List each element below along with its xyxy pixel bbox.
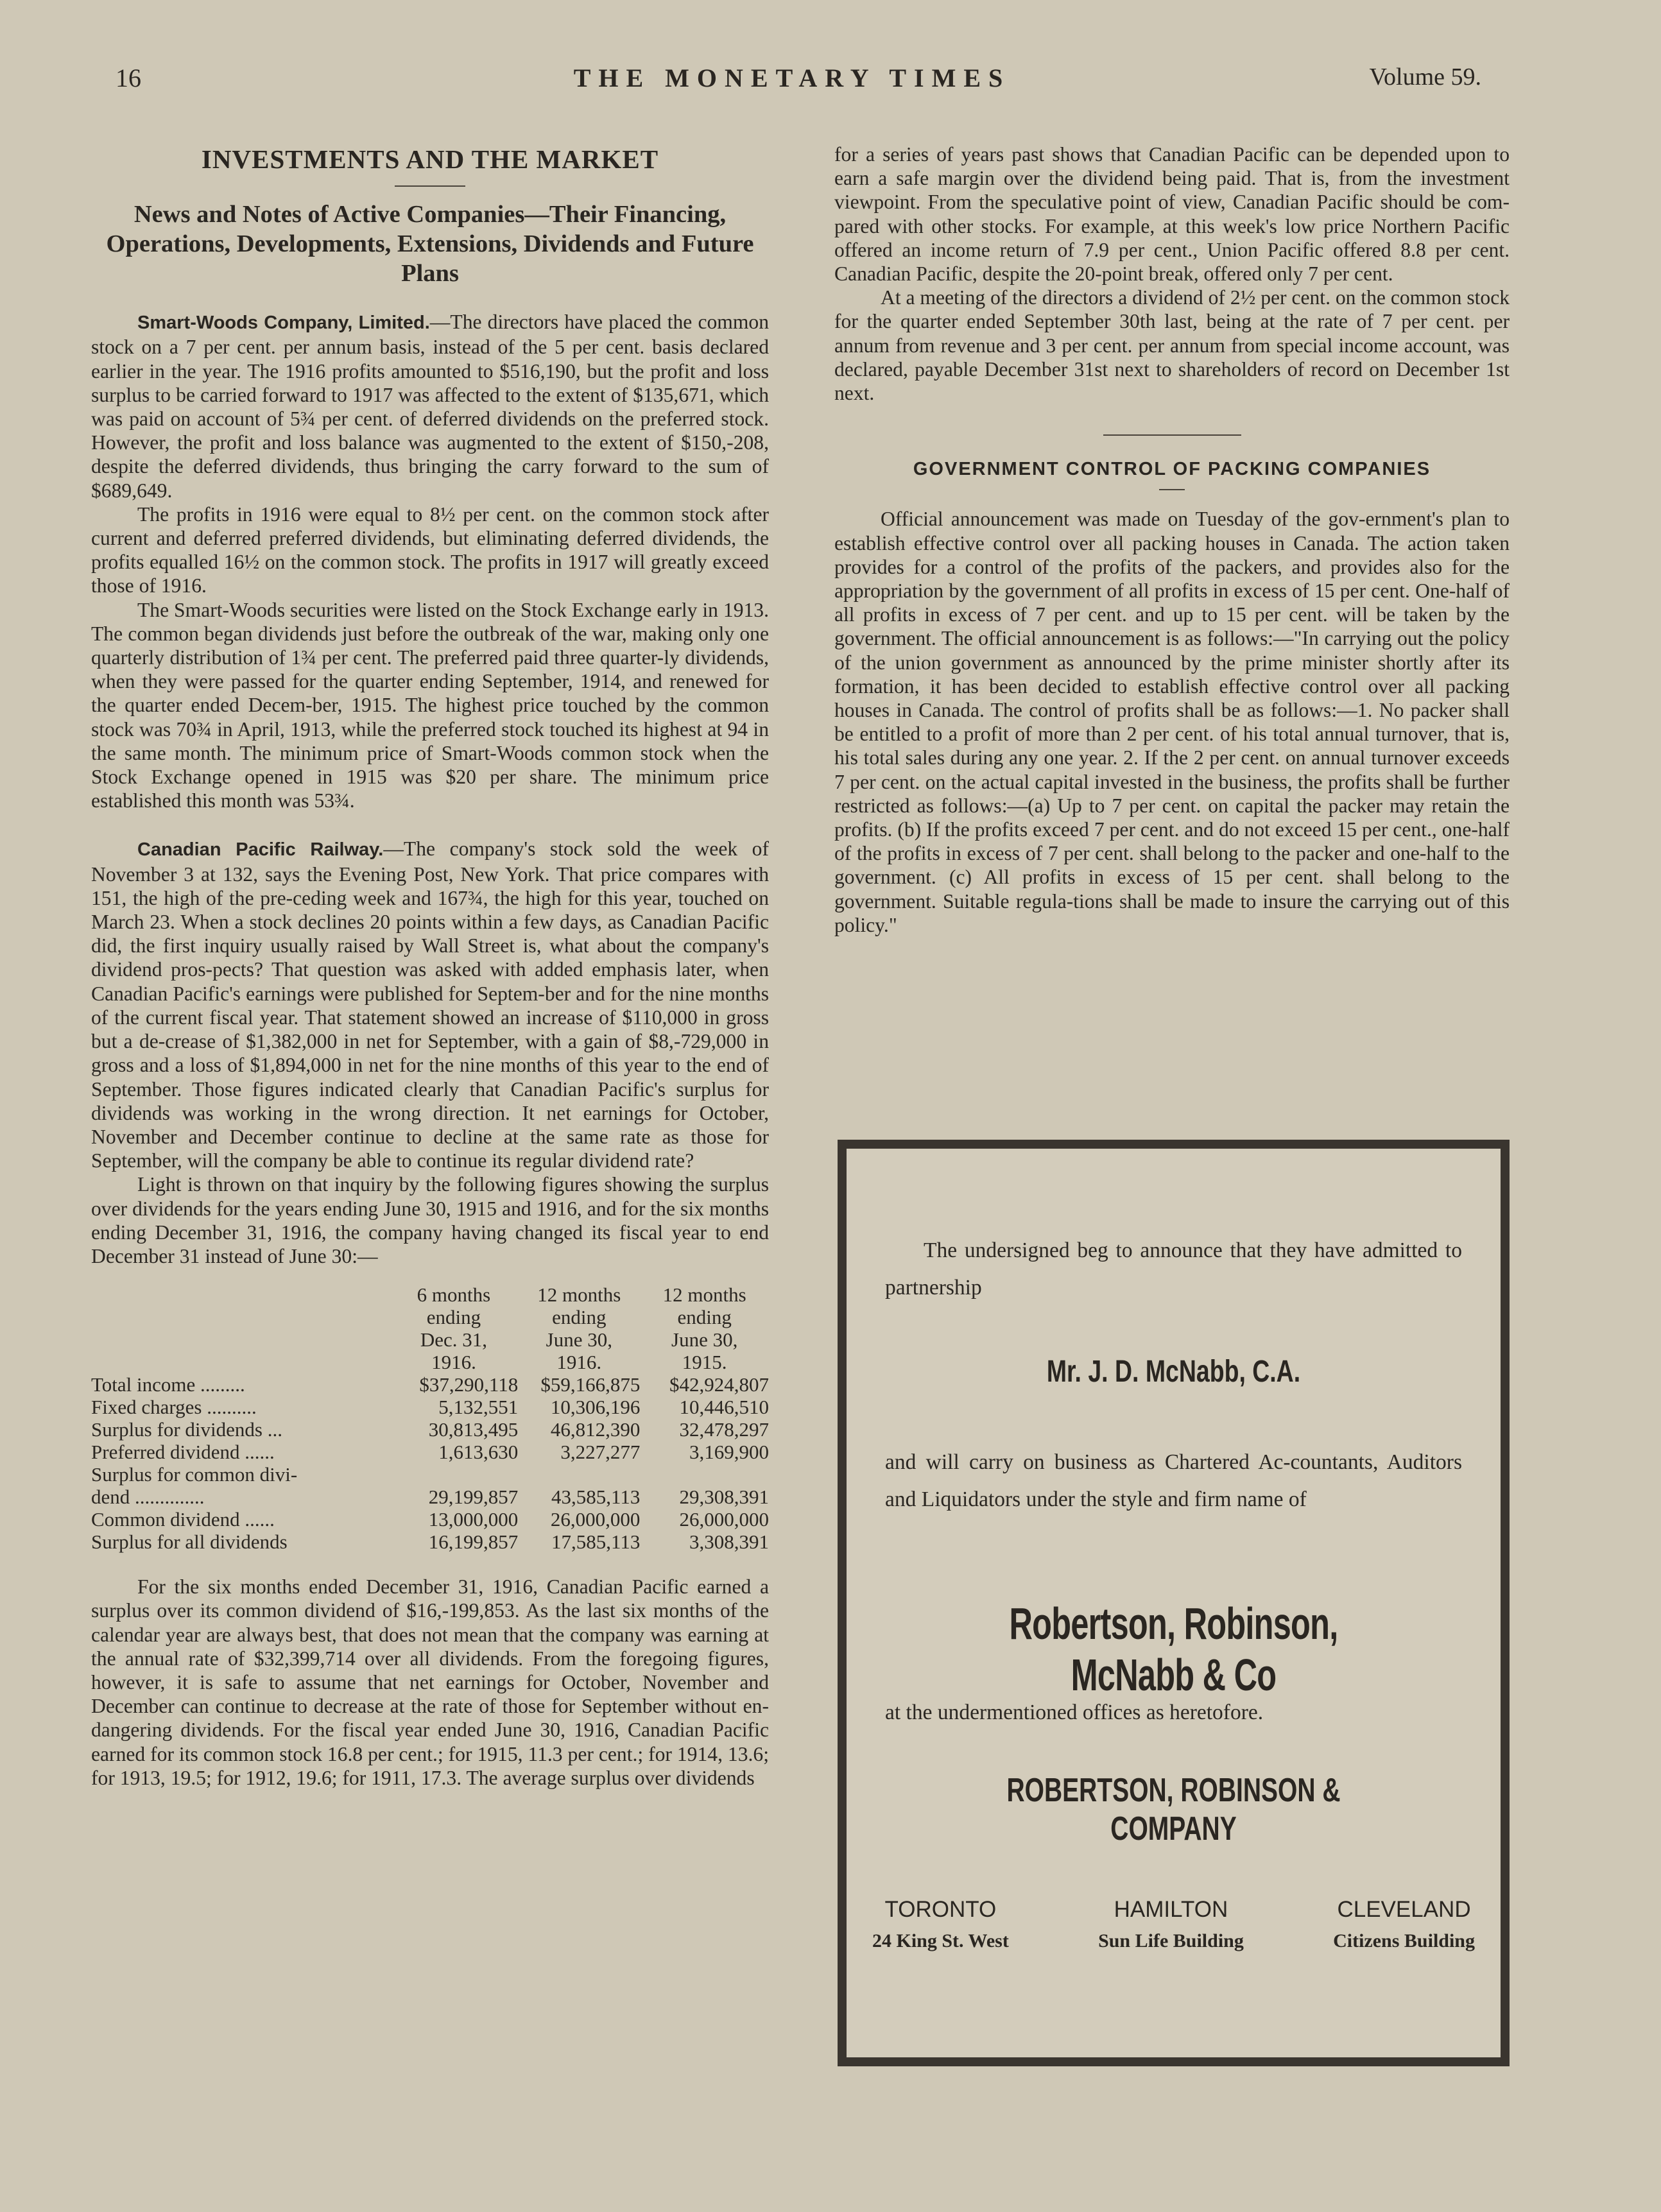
page-header [116,63,1481,101]
table-header-row [91,1283,769,1373]
volume-label: Volume 59. [1369,64,1481,90]
cpr-paragraph: Light is thrown on that inquiry by the following figures showing the surplus over dividends for the years ending June 30, 1915 and 1916, and for the six months ending December 31, 1916, the company having changed its fiscal year to end December 31 instead of June 30:— [91,1173,769,1267]
table-column-header: 6 months ending Dec. 31, 1916. [417,1283,491,1374]
government-paragraph: Official announcement was made on Tuesday of the gov-ernment's plan to establish effective control over all packing houses in Canada. The action taken provides for a control of the profits of the packers, and provides also for the appropriation by the government of all profits in excess of 15 per cent. One-half of all profits in excess of 7 per cent. and up to 15 per cent. will be taken by the government. The official announcement is as follows:—"In carrying out the policy of the union government as announced by the prime minister shortly after its formation, it has been decided to establish effective control over all packing houses in Canada. The control of profits shall be as follows:—1. No packer shall be entitled to a profit of more than 2 per cent. of his total annual turnover, that is, his total sales during any one year. 2. If the 2 per cent. on annual turnover exceeds 7 per cent. on the actual capital invested in the business, the profits shall be further restricted as follows:—(a) Up to 7 per cent. on capital the packer may retain the profits. (b) If the profits exceed 7 per cent. and do not exceed 15 per cent., one-half of the profits in excess of 7 per cent. shall belong to the packer and one-half to the government. (c) All profits in excess of 15 per cent. shall belong to the government. Suitable regula-tions shall be made to insure the carrying out of this policy." [834,508,1510,936]
ad-offices [872,1893,1475,1956]
cpr-paragraph: For the six months ended December 31, 1916, Canadian Pacific earned a surplus over its common dividend of $16,-199,853. As the last six months of the calendar year are always best, that does not mean that the company was earning at the annual rate of $32,399,714 over all dividends. From the foregoing figures, however, it is safe to assume that net earnings for October, November and December can continue to decrease at the rate of those for September without en-dangering dividends. For the fiscal year ended June 30, 1916, Canadian Pacific earned for its common stock 16.8 per cent.; for 1915, 11.3 per cent.; for 1914, 13.6; for 1913, 19.5; for 1912, 19.6; for 1911, 17.3. The average surplus over dividends [91,1575,769,1789]
right-column [834,142,1510,937]
ad-firm-name: Robertson, Robinson, McNabb & Co [1009,1599,1338,1700]
left-column [91,144,770,1790]
table-row: Fixed charges .......... 5,132,551 10,306,196 10,446,510 [91,1396,769,1419]
article-title: INVESTMENTS AND THE MARKET [201,144,659,174]
smart-woods-paragraph: Smart-Woods Company, Limited.—The directors have placed the common stock on a 7 per cent. per annum basis, instead of the 5 per cent. basis declared earlier in the year. The 1916 profits amounted to $516,190, but the profit and loss surplus to be carried forward to 1917 was affected to the extent of $135,671, which was paid on account of 5¾ per cent. of deferred dividends on the preferred stock. However, the profit and loss balance was augmented to the extent of $150,-208, despite the deferred dividends, thus bringing the carry forward to the sum of $689,649. [91,311,770,502]
title-rule [1159,489,1185,490]
cpr-paragraph: At a meeting of the directors a dividend of 2½ per cent. on the common stock for the quarter ended September 30th last, being at the rate of 7 per cent. per annum from revenue and 3 per cent. per annum from special income account, was declared, payable December 31st next to shareholders of record on December 1st next. [834,286,1510,405]
table-column-header: 12 months ending June 30, 1915. [662,1283,746,1374]
table-row: Surplus for all dividends 16,199,857 17,585,113 3,308,391 [91,1530,769,1554]
office-toronto: TORONTO 24 King St. West [872,1897,1009,1951]
title-rule [395,185,465,187]
table-row: Surplus for dividends ... 30,813,495 46,812,390 32,478,297 [91,1418,769,1441]
office-cleveland: CLEVELAND Citizens Building [1333,1897,1475,1951]
cpr-paragraph: for a series of years past shows that Canadian Pacific can be depended upon to earn a safe margin over the dividend being paid. That is, from the investment viewpoint. From the speculative point of view, Canadian Pacific should be com-pared with other stocks. For example, at this week's low price Northern Pacific offered an income return of 7.9 per cent., Union Pacific offered 8.8 per cent. Canadian Pacific, despite the 20-point break, offered only 7 per cent. [834,143,1510,286]
ad-company-name: ROBERTSON, ROBINSON & COMPANY [1006,1772,1341,1848]
table-row: Total income ......... $37,290,118 $59,166,875 $42,924,807 [91,1373,769,1396]
cpr-lead: Canadian Pacific Railway. [137,839,384,861]
article-subtitle: News and Notes of Active Companies—Their Financing, Operations, Developments, Extensions, Dividends and Future Plans [106,201,754,287]
table-row: dend .............. 29,199,857 43,585,113 29,308,391 [91,1486,769,1509]
ad-intro: The undersigned beg to announce that they have admitted to partnership [885,1239,1462,1299]
section-rule [1103,434,1241,436]
table-row: Common dividend ...... 13,000,000 26,000,000 26,000,000 [91,1508,769,1531]
page-number: 16 [116,64,141,92]
government-title: GOVERNMENT CONTROL OF PACKING COMPANIES [913,459,1431,480]
smart-woods-paragraph: The Smart-Woods securities were listed on the Stock Exchange early in 1913. The common began dividends just before the outbreak of the war, making only one quarterly distribution of 1¾ per cent. The preferred paid three quarter-ly dividends, when they were passed for the quarter ending September, 1914, and renewed for the quarter ended Decem-ber, 1915. The highest price touched by the common stock was 70¾ in April, 1913, while the preferred stock touched its highest at 94 in the same month. The minimum price of Smart-Woods common stock when the Stock Exchange opened in 1915 was $20 per share. The minimum price established this month was 53¾. [91,598,769,812]
ad-body: and will carry on business as Chartered Ac-countants, Auditors and Liquidators under the style and firm name of [885,1450,1462,1511]
earnings-table [91,1283,769,1553]
smart-woods-paragraph: The profits in 1916 were equal to 8½ per cent. on the common stock after current and deferred preferred dividends, but eliminating deferred dividends, the profits equalled 16½ on the common stock. The profits in 1917 will greatly exceed those of 1916. [91,502,769,597]
office-hamilton: HAMILTON Sun Life Building [1098,1897,1244,1951]
masthead: THE MONETARY TIMES [573,64,1011,92]
table-row: Preferred dividend ...... 1,613,630 3,227,277 3,169,900 [91,1441,769,1464]
smart-woods-lead: Smart-Woods Company, Limited. [137,313,430,334]
ad-offices-note: at the undermentioned offices as heretofore. [885,1701,1264,1724]
ad-partner-name: Mr. J. D. McNabb, C.A. [1046,1355,1301,1389]
table-column-header: 12 months ending June 30, 1916. [537,1283,621,1374]
partnership-advertisement [838,1140,1510,2066]
table-row: Surplus for common divi- [91,1463,298,1486]
cpr-paragraph: Canadian Pacific Railway.—The company's stock sold the week of November 3 at 132, says the Evening Post, New York. That price compares with 151, the high of the pre-ceding week and 167¾, the high for this year, touched on March 23. When a stock declines 20 points within a few days, as Canadian Pacific did, the first inquiry usually raised by Wall Street is, what about the company's dividend pros-pects? That question was asked with added emphasis later, when Canadian Pacific's earnings were published for Septem-ber and for the nine months of the current fiscal year. That statement showed an increase of $110,000 in gross but a de-crease of $1,382,000 in net for September, with a gain of $8,-729,000 in gross and a loss of $1,894,000 in net for the nine months of this year to the end of September. Those figures indicated clearly that Canadian Pacific's surplus for dividends was working in the wrong direction. It net earnings for October, November and December continue to decline at the same rate as those for September, will the company be able to continue its regular dividend rate? [91,837,769,1172]
